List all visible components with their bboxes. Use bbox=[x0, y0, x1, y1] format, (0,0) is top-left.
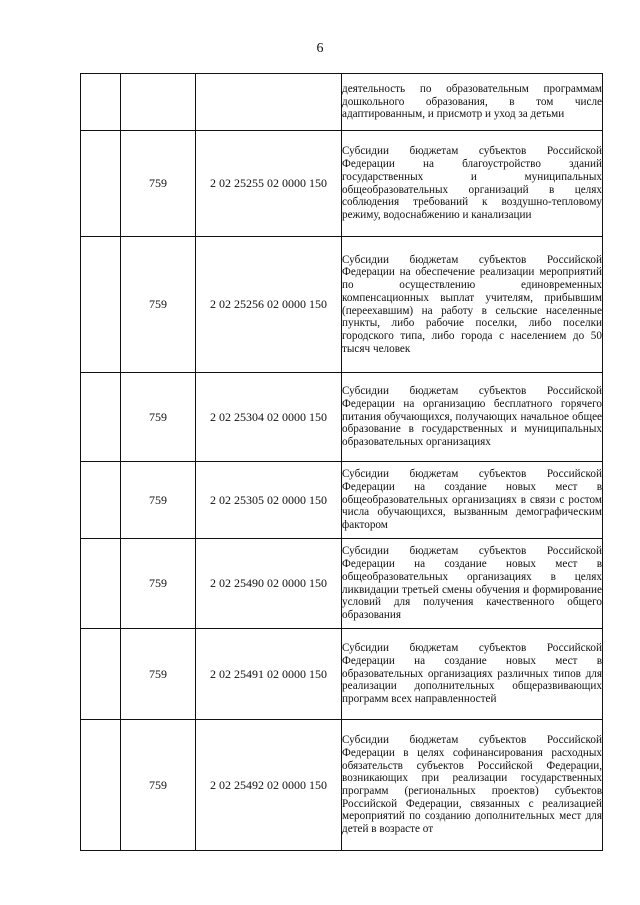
budget-code-cell: 2 02 25304 02 0000 150 bbox=[196, 373, 342, 462]
budget-code-cell: 2 02 25305 02 0000 150 bbox=[196, 462, 342, 539]
admin-code-cell bbox=[121, 74, 196, 131]
admin-code-cell: 759 bbox=[121, 131, 196, 237]
description-cell: деятельность по образовательным программам дошкольного образования, в том числе адаптированным, и присмотр и уход за детьми bbox=[342, 74, 603, 131]
budget-codes-table bbox=[80, 73, 603, 851]
empty-cell bbox=[81, 131, 121, 237]
budget-code-cell: 2 02 25255 02 0000 150 bbox=[196, 131, 342, 237]
budget-code-cell: 2 02 25492 02 0000 150 bbox=[196, 720, 342, 851]
budget-code-cell: 2 02 25490 02 0000 150 bbox=[196, 539, 342, 629]
admin-code-cell: 759 bbox=[121, 462, 196, 539]
admin-code-cell: 759 bbox=[121, 720, 196, 851]
empty-cell bbox=[81, 74, 121, 131]
table-row bbox=[81, 720, 603, 851]
table-row bbox=[81, 629, 603, 720]
table-row bbox=[81, 74, 603, 131]
empty-cell bbox=[81, 629, 121, 720]
description-cell: Субсидии бюджетам субъектов Российской Федерации на создание новых мест в образовательных организациях различных типов для реализации дополнительных общеразвивающих программ всех направленностей bbox=[342, 629, 603, 720]
description-cell: Субсидии бюджетам субъектов Российской Федерации на организацию бесплатного горячего питания обучающихся, получающих начальное общее образование в государственных и муниципальных образовательных организациях bbox=[342, 373, 603, 462]
description-cell: Субсидии бюджетам субъектов Российской Федерации в целях софинансирования расходных обязательств субъектов Российской Федерации, возникающих при реализации государственных программ (региональных проектов) субъектов Российской Федерации, связанных с реализацией мероприятий по созданию дополнительных мест для детей в возрасте от bbox=[342, 720, 603, 851]
admin-code-cell: 759 bbox=[121, 629, 196, 720]
table-row bbox=[81, 131, 603, 237]
empty-cell bbox=[81, 462, 121, 539]
budget-code-cell: 2 02 25491 02 0000 150 bbox=[196, 629, 342, 720]
description-cell: Субсидии бюджетам субъектов Российской Федерации на создание новых мест в общеобразовательных организациях в целях ликвидации третьей смены обучения и формирование условий для получения качественного общего образования bbox=[342, 539, 603, 629]
empty-cell bbox=[81, 373, 121, 462]
admin-code-cell: 759 bbox=[121, 539, 196, 629]
table-row bbox=[81, 237, 603, 373]
admin-code-cell: 759 bbox=[121, 373, 196, 462]
table-row bbox=[81, 373, 603, 462]
description-cell: Субсидии бюджетам субъектов Российской Федерации на обеспечение реализации мероприятий по осуществлению единовременных компенсационных выплат учителям, прибывшим (переехавшим) на работу в сельские населенные пункты, либо рабочие поселки, либо поселки городского типа, либо города с населением до 50 тысяч человек bbox=[342, 237, 603, 373]
table-row bbox=[81, 539, 603, 629]
description-cell: Субсидии бюджетам субъектов Российской Федерации на благоустройство зданий государственных и муниципальных общеобразовательных организаций в целях соблюдения требований к воздушно-тепловому режиму, водоснабжению и канализации bbox=[342, 131, 603, 237]
budget-code-cell: 2 02 25256 02 0000 150 bbox=[196, 237, 342, 373]
page-number: 6 bbox=[316, 41, 324, 56]
empty-cell bbox=[81, 539, 121, 629]
table-row bbox=[81, 462, 603, 539]
admin-code-cell: 759 bbox=[121, 237, 196, 373]
budget-code-cell bbox=[196, 74, 342, 131]
empty-cell bbox=[81, 720, 121, 851]
empty-cell bbox=[81, 237, 121, 373]
description-cell: Субсидии бюджетам субъектов Российской Федерации на создание новых мест в общеобразовательных организациях в связи с ростом числа обучающихся, вызванным демографическим фактором bbox=[342, 462, 603, 539]
